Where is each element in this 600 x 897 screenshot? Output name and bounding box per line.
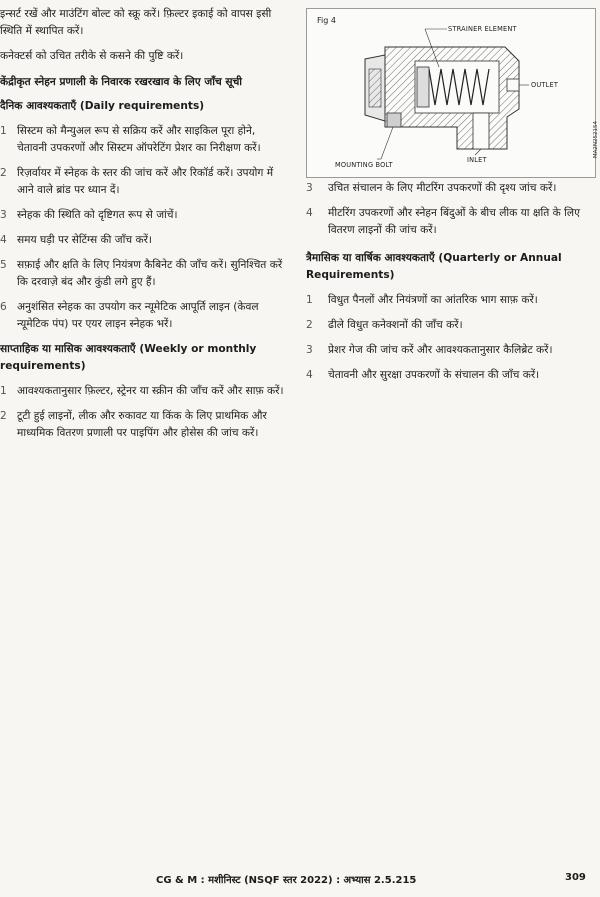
item-number: 5 [0,259,7,271]
mounting-bolt [387,113,401,127]
item-text: मीटरिंग उपकरणों और स्नेहन बिंदुओं के बीच लीक या क्षति के लिए वितरण लाइनों की जांच करें। [328,207,580,236]
list-item [306,205,592,239]
item-text: टूटी हुई लाइनों, लीक और रुकावट या किंक के लिए प्राथमिक और माध्यमिक वितरण प्रणाली पर पाइपिंग और होसेस की जांच करें। [17,410,267,439]
item-text: समय घड़ी पर सेटिंग्स की जाँच करें। [17,234,152,246]
item-number: 3 [306,182,313,194]
left-column [0,0,288,442]
callout-inlet: INLET [467,156,487,164]
item-text: विधुत पैनलों और नियंत्रणों का आंतरिक भाग साफ़ करें। [328,294,538,306]
item-number: 6 [0,301,7,313]
item-number: 4 [306,369,313,381]
inlet-passage [473,113,489,149]
item-text: ढीले विधुत कनेक्शनों की जाँच करें। [328,319,463,331]
item-number: 2 [0,167,7,179]
list-item [0,207,288,224]
daily-heading: दैनिक आवश्यकताएँ (Daily requirements) [0,100,205,112]
item-text: आवश्यकतानुसार फ़िल्टर, स्ट्रेनर या स्क्रीन की जाँच करें और साफ़ करें। [17,385,284,397]
callout-strainer: STRAINER ELEMENT [448,25,517,33]
item-text: स्नेहक की स्थिति को दृष्टिगत रूप से जांचें। [17,209,178,221]
footer-title: CG & M : मशीनिस्ट (NSQF स्तर 2022) : अभ्यास 2.5.215 [156,875,417,886]
list-item [0,165,288,199]
item-number: 3 [0,209,7,221]
nut-inner [369,69,381,107]
right-column [306,180,592,384]
item-text: प्रेशर गेज की जांच करें और आवश्यकतानुसार कैलिब्रेट करें। [328,344,553,356]
item-text: चेतावनी और सुरक्षा उपकरणों के संचालन की जाँच करें। [328,369,540,381]
list-item [306,292,592,309]
intro-line: कनेक्टर्स को उचित तरीके से कसने की पुष्टि करें। [0,50,184,62]
figure-box [306,8,599,178]
outlet-port [507,79,519,91]
strainer-diagram [307,9,595,177]
callout-outlet: OUTLET [531,81,559,89]
list-item [0,299,288,333]
leader-bolt [381,127,393,159]
item-number: 1 [306,294,313,306]
item-text: सिस्टम को मैन्युअल रूप से सक्रिय करें और साइकिल पूरा होने, चेतावनी उपकरणों और सिस्टम ऑपरेटिंग प्रेशर का निरीक्षण करें। [17,125,261,154]
quarterly-heading: त्रैमासिक या वार्षिक आवश्यकताएँ (Quarterly or Annual Requirements) [306,252,562,281]
item-text: रिज़र्वायर में स्नेहक के स्तर की जांच करें और रिकॉर्ड करें। उपयोग में आने वाले ब्रांड पर ध्यान दें। [17,167,274,196]
list-item [0,232,288,249]
item-number: 2 [306,319,313,331]
list-item [0,408,288,442]
list-item [306,180,592,197]
figure-code: MA2N252154 [593,121,599,159]
list-item [306,367,592,384]
item-number: 1 [0,385,7,397]
item-number: 2 [0,410,7,422]
list-item [306,317,592,334]
figure-label: Fig 4 [317,16,336,25]
leader-inlet [475,149,481,155]
item-number: 3 [306,344,313,356]
callout-mounting-bolt: MOUNTING BOLT [335,161,393,169]
item-text: अनुशंसित स्नेहक का उपयोग कर न्यूमेटिक आपूर्ति लाइन (केवल न्यूमेटिक पंप) पर एयर लाइन स्नेहक भरें। [17,301,259,330]
item-number: 4 [0,234,7,246]
item-number: 4 [306,207,313,219]
list-item [0,383,288,400]
list-item [0,123,288,157]
list-item [0,257,288,291]
page-number: 309 [565,872,586,883]
item-text: सफ़ाई और क्षति के लिए नियंत्रण कैबिनेट की जाँच करें। सुनिश्चित करें कि दरवाज़े बंद और कुंडी लगे हुए हैं। [17,259,283,288]
main-heading: केंद्रीकृत स्नेहन प्रणाली के निवारक रखरखाव के लिए जाँच सूची [0,76,243,88]
weekly-heading: साप्ताहिक या मासिक आवश्यकताएँ (Weekly or monthly requirements) [0,343,257,372]
item-number: 1 [0,125,7,137]
item-text: उचित संचालन के लिए मीटरिंग उपकरणों की दृश्य जांच करें। [328,182,557,194]
end-cap [417,67,429,107]
list-item [306,342,592,359]
intro-line: इन्सर्ट रखें और माउंटिंग बोल्ट को स्क्रू करें। फ़िल्टर इकाई को वापस इसी [0,8,272,20]
intro-line: स्थिति में स्थापित करें। [0,25,84,37]
